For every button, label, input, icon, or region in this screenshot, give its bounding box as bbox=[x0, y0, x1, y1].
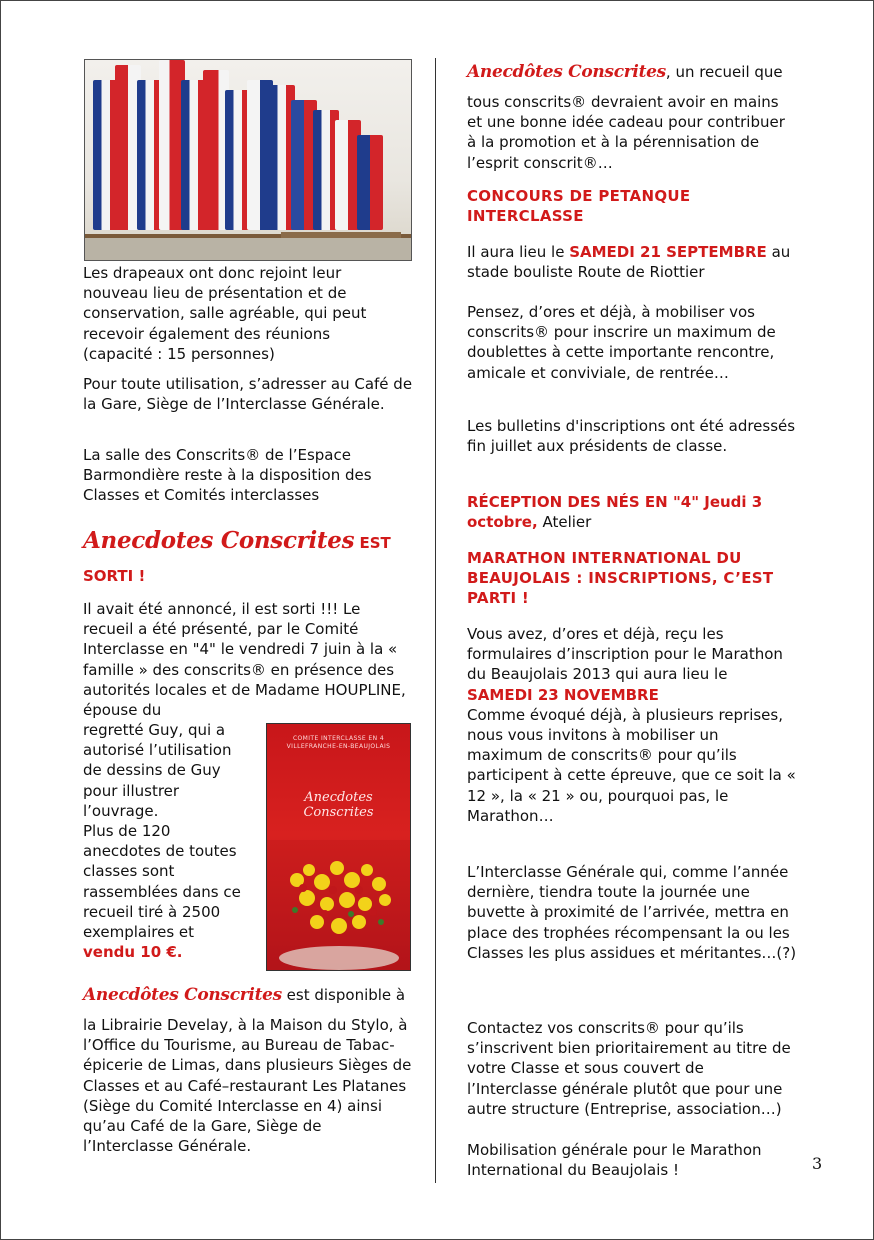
salle-paragraph: La salle des Conscrits® de l’Espace Barmondière reste à la disposition des Classes et Comités interclasses bbox=[83, 446, 372, 505]
floor bbox=[85, 238, 411, 260]
wrap-text bbox=[83, 720, 263, 962]
marathon-paragraph bbox=[467, 624, 797, 826]
section-title-script: Anecdotes Conscrites bbox=[83, 527, 355, 554]
wrap-line: regretté Guy, qui a bbox=[83, 721, 226, 739]
wrap-line: anecdotes de toutes bbox=[83, 842, 237, 861]
mobilisation-paragraph: Mobilisation générale pour le Marathon International du Beaujolais ! bbox=[467, 1141, 762, 1180]
wrap-line: autorisé l’utilisation bbox=[83, 741, 232, 760]
dispo-rest: est disponible à bbox=[281, 986, 406, 1004]
wrap-line: de dessins de Guy bbox=[83, 761, 221, 780]
wrap-line: Plus de 120 bbox=[83, 822, 171, 841]
dispo-script: Anecdôtes Conscrites bbox=[83, 985, 282, 1005]
petanque-info bbox=[467, 242, 797, 282]
sorti-intro: Il avait été annoncé, il est sorti !!! Le recueil a été présenté, par le Comité Interclasse en "4" le vendredi 7 juin à la « famille » des conscrits® en présence des autorités locales et de Madame HOUPLINE, épouse du bbox=[83, 600, 406, 720]
marathon-date: SAMEDI 23 NOVEMBRE bbox=[467, 685, 659, 704]
petanque-after: au stade bouliste Route de Riottier bbox=[467, 243, 791, 282]
marathon-lead: Vous avez, d’ores et déjà, reçu les formulaires d’inscription pour le Marathon du Beaujolais 2013 qui aura lieu le bbox=[467, 625, 783, 684]
book-title: Anecdotes Conscrites bbox=[303, 790, 374, 820]
marathon-title: MARATHON INTERNATIONAL DU BEAUJOLAIS : INSCRIPTIONS, C’EST PARTI ! bbox=[467, 549, 774, 607]
petanque-title: CONCOURS DE PETANQUE INTERCLASSE bbox=[467, 187, 691, 225]
interclasse-paragraph: L’Interclasse Générale qui, comme l’année dernière, tiendra toute la journée une buvette à proximité de l’arrivée, mettra en place des trophées récompensant la ou les Classes les plus assidues et méritantes…(?) bbox=[467, 863, 797, 962]
dispo-text: la Librairie Develay, à la Maison du Stylo, à l’Office du Tourisme, au Bureau de Tabac-épicerie de Limas, dans plusieurs Sièges de Classes et au Café–restaurant Les Platanes (Siège du Comité Interclasse en 4) ainsi qu’au Café de la Gare, Siège de l’Interclasse Générale. bbox=[83, 1016, 412, 1156]
flags-photo bbox=[84, 59, 412, 261]
price: vendu 10 €. bbox=[83, 943, 183, 962]
reception-red: RÉCEPTION DES NÉS EN "4" Jeudi 3 octobre, bbox=[467, 493, 763, 532]
intro-script: Anecdôtes Conscrites bbox=[467, 62, 666, 82]
drapeaux-paragraph: Les drapeaux ont donc rejoint leur nouveau lieu de présentation et de conservation, salle agréable, qui peut recevoir également des réunions (capacité : 15 personnes) bbox=[83, 264, 367, 363]
contact-paragraph: Contactez vos conscrits® pour qu’ils s’inscrivent bien prioritairement au titre de votre Classe et sous couvert de l’Interclasse générale plutôt que pour une autre structure (Entreprise, association…) bbox=[467, 1019, 791, 1118]
wrap-line: rassemblées dans ce bbox=[83, 882, 241, 901]
utilisation-paragraph: Pour toute utilisation, s’adresser au Café de la Gare, Siège de l’Interclasse Générale. bbox=[83, 375, 413, 414]
bouquet-icon bbox=[267, 840, 410, 970]
wrap-line: exemplaires et bbox=[83, 923, 195, 942]
reception-rest: Atelier bbox=[537, 513, 592, 532]
reception-line bbox=[467, 492, 797, 532]
section-title-rest: EST bbox=[354, 534, 391, 552]
flag bbox=[357, 135, 383, 230]
section-title bbox=[83, 527, 413, 554]
wrap-line: pour illustrer bbox=[83, 781, 180, 800]
petanque-date: SAMEDI 21 SEPTEMBRE bbox=[569, 243, 767, 261]
wrap-line: classes sont bbox=[83, 862, 175, 881]
book-header: COMITE INTERCLASSE EN 4 VILLEFRANCHE-EN-BEAUJOLAIS bbox=[286, 735, 391, 750]
intro-text: tous conscrits® devraient avoir en mains et une bonne idée cadeau pour contribuer à la promotion et à la pérennisation de l’esprit conscrit®… bbox=[467, 93, 785, 172]
petanque-paragraph: Pensez, d’ores et déjà, à mobiliser vos conscrits® pour inscrire un maximum de doublettes à cette importante rencontre, amicale et conviviale, de rentrée… bbox=[467, 303, 776, 382]
page-number: 3 bbox=[812, 1154, 823, 1173]
dispo-heading bbox=[83, 985, 413, 1005]
petanque-lead: Il aura lieu le bbox=[467, 243, 570, 261]
marathon-rest: Comme évoqué déjà, à plusieurs reprises, nous vous invitons à mobiliser un maximum de conscrits® pour qu’ils participent à cette épreuve, que ce soit la « 12 », la « 21 » ou, pourquoi pas, le Marathon… bbox=[467, 705, 796, 825]
book-cover bbox=[266, 723, 411, 971]
column-divider bbox=[435, 58, 436, 1183]
section-title-line2: SORTI ! bbox=[83, 567, 146, 585]
wrap-line: recueil tiré à 2500 bbox=[83, 902, 221, 921]
intro-heading bbox=[467, 62, 807, 82]
intro-rest: , un recueil que bbox=[665, 63, 783, 81]
bulletins-paragraph: Les bulletins d'inscriptions ont été adressés fin juillet aux présidents de classe. bbox=[467, 417, 796, 456]
wrap-line: l’ouvrage. bbox=[83, 801, 159, 820]
